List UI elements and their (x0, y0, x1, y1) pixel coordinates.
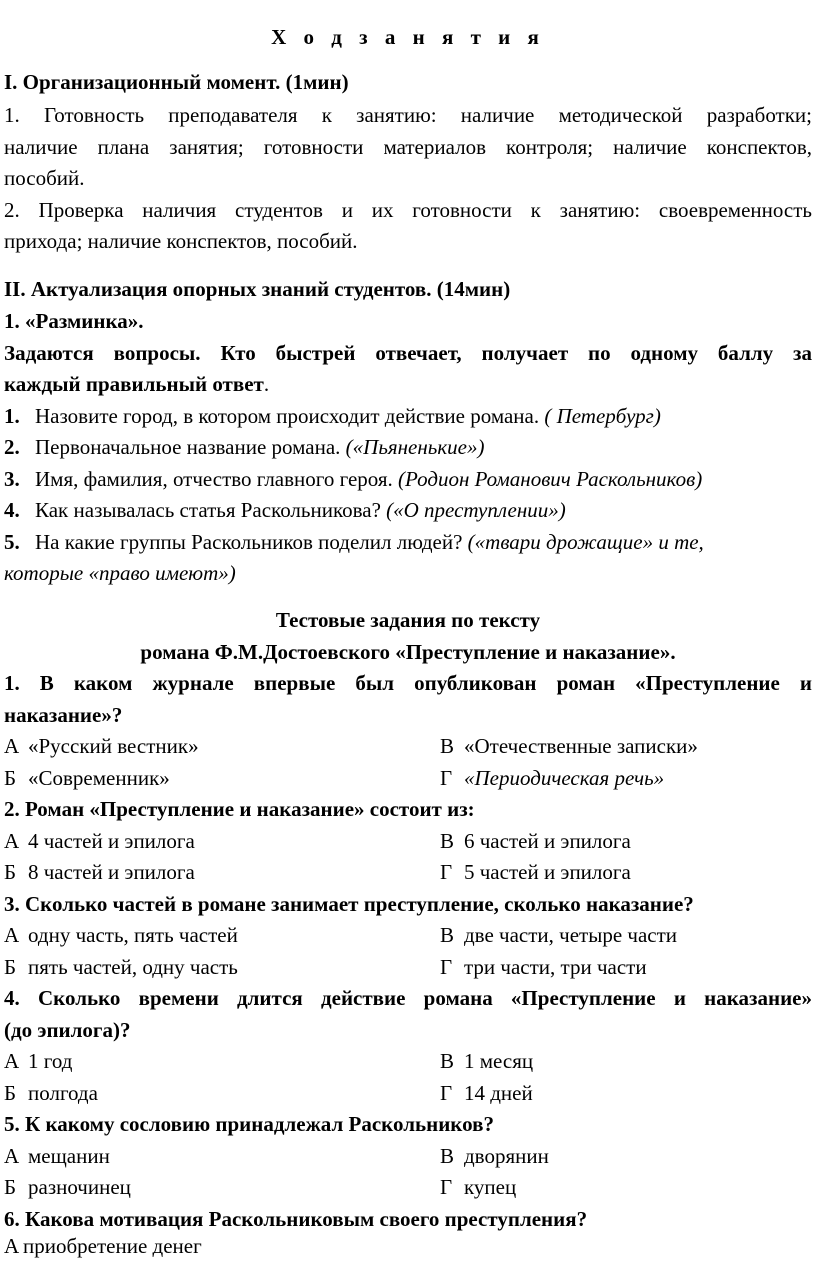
option-text: пять частей, одну часть (28, 955, 238, 979)
option-text: 1 месяц (464, 1049, 534, 1073)
test-option (4, 1172, 131, 1203)
option-text: две части, четыре части (464, 923, 678, 947)
test-option (440, 1141, 549, 1172)
option-letter: А (4, 1144, 20, 1168)
warmup-question (4, 527, 812, 558)
test-option (4, 731, 199, 762)
test-question-2: 2. Роман «Преступление и наказание» состоит из: (4, 797, 475, 821)
option-text: «Русский вестник» (28, 734, 199, 758)
test-option (4, 920, 238, 951)
option-letter: В (440, 829, 455, 853)
option-text: полгода (28, 1081, 98, 1105)
warmup-question (4, 401, 812, 432)
test-option (440, 731, 698, 762)
test-question-6: 6. Какова мотивация Раскольниковым своего преступления? (4, 1207, 588, 1231)
option-letter: В (440, 923, 455, 947)
option-text: дворянин (464, 1144, 549, 1168)
option-text: одну часть, пять частей (28, 923, 238, 947)
option-letter: А (4, 734, 20, 758)
test-option (4, 857, 195, 888)
question-text: Имя, фамилия, отчество главного героя. (35, 467, 399, 491)
question-number: 2. (4, 435, 20, 459)
option-text: 8 частей и эпилога (28, 860, 195, 884)
test-option (440, 1046, 533, 1077)
option-letter: А (4, 1234, 20, 1258)
test-option (4, 1046, 72, 1077)
option-letter: Г (440, 1081, 453, 1105)
section-1-paragraph-1-line-2: наличие плана занятия; готовности материалов контроля; наличие конспектов, (4, 135, 812, 159)
option-letter: Б (4, 1081, 17, 1105)
option-letter: Г (440, 860, 453, 884)
option-text: 6 частей и эпилога (464, 829, 631, 853)
tests-heading-1: Тестовые задания по тексту (275, 608, 541, 632)
intro-bold-text: каждый правильный ответ (4, 372, 264, 396)
option-letter: Г (440, 766, 453, 790)
test-option (440, 1078, 533, 1109)
test-option (440, 826, 631, 857)
question-text: Как называлась статья Раскольникова? (35, 498, 387, 522)
section-1-paragraph-1-line-3: пособий. (4, 166, 85, 190)
section-1-heading: I. Организационный момент. (1мин) (4, 70, 349, 94)
question-text: На какие группы Раскольников поделил людей? (35, 530, 468, 554)
option-letter: В (440, 1144, 455, 1168)
section-2-intro-line-1: Задаются вопросы. Кто быстрей отвечает, получает по одному баллу за (4, 341, 812, 365)
option-text: 5 частей и эпилога (464, 860, 631, 884)
option-text: три части, три части (464, 955, 647, 979)
section-1-paragraph-1-line-1: 1. Готовность преподавателя к занятию: наличие методической разработки; (4, 103, 812, 127)
option-text: 4 частей и эпилога (28, 829, 195, 853)
page-title: Х о д з а н я т и я (271, 25, 545, 49)
option-text: «Периодическая речь» (464, 766, 665, 790)
test-question-4-line-2: (до эпилога)? (4, 1018, 131, 1042)
question-number: 1. (4, 404, 20, 428)
test-question-1-line-1: 1. В каком журнале впервые был опубликован роман «Преступление и (4, 671, 812, 695)
warmup-question-5-continuation: которые «право имеют») (4, 561, 236, 585)
test-option (440, 857, 631, 888)
option-letter: А (4, 829, 20, 853)
section-2-heading: II. Актуализация опорных знаний студентов. (14мин) (4, 277, 511, 301)
option-letter: В (440, 1049, 455, 1073)
test-option (440, 920, 677, 951)
question-number: 4. (4, 498, 20, 522)
test-question-5: 5. К какому сословию принадлежал Раскольников? (4, 1112, 494, 1136)
option-letter: Б (4, 1175, 17, 1199)
warmup-question (4, 495, 812, 526)
test-question-4-line-1: 4. Сколько времени длится действие романа «Преступление и наказание» (4, 986, 812, 1010)
question-text: Первоначальное название романа. (35, 435, 346, 459)
option-text: приобретение денег (23, 1234, 202, 1258)
option-letter: Б (4, 766, 17, 790)
option-text: «Современник» (28, 766, 170, 790)
intro-period: . (263, 372, 270, 396)
option-letter: А (4, 1049, 20, 1073)
test-option (4, 1231, 202, 1262)
question-answer: («О преступлении») (386, 498, 566, 522)
section-1-paragraph-2-line-1: 2. Проверка наличия студентов и их готовности к занятию: своевременность (4, 198, 812, 222)
test-option (440, 763, 664, 794)
option-letter: А (4, 923, 20, 947)
question-answer: (Родион Романович Раскольников) (398, 467, 703, 491)
option-text: «Отечественные записки» (464, 734, 698, 758)
option-text: купец (464, 1175, 517, 1199)
question-answer: ( Петербург) (544, 404, 661, 428)
test-option (440, 1172, 516, 1203)
test-option (4, 826, 195, 857)
option-text: мещанин (28, 1144, 110, 1168)
tests-heading-2: романа Ф.М.Достоевского «Преступление и наказание». (140, 640, 676, 664)
test-question-3: 3. Сколько частей в романе занимает преступление, сколько наказание? (4, 892, 694, 916)
section-2-subheading: 1. «Разминка». (4, 309, 144, 333)
test-option (440, 952, 647, 983)
section-2-intro-line-2 (4, 369, 812, 400)
test-option (4, 1078, 98, 1109)
test-option (4, 763, 170, 794)
option-letter: Б (4, 860, 17, 884)
question-number: 3. (4, 467, 20, 491)
question-answer: («Пьяненькие») (345, 435, 485, 459)
test-option (4, 952, 238, 983)
option-text: 14 дней (464, 1081, 533, 1105)
test-option (4, 1141, 110, 1172)
warmup-question (4, 464, 812, 495)
section-1-paragraph-2-line-2: прихода; наличие конспектов, пособий. (4, 229, 358, 253)
option-letter: Б (4, 955, 17, 979)
option-letter: В (440, 734, 455, 758)
question-text: Назовите город, в котором происходит действие романа. (35, 404, 545, 428)
question-number: 5. (4, 530, 20, 554)
question-answer: («твари дрожащие» и те, (467, 530, 704, 554)
option-text: 1 год (28, 1049, 73, 1073)
warmup-question (4, 432, 812, 463)
test-question-1-line-2: наказание»? (4, 703, 123, 727)
option-letter: Г (440, 1175, 453, 1199)
option-text: разночинец (28, 1175, 131, 1199)
option-letter: Г (440, 955, 453, 979)
